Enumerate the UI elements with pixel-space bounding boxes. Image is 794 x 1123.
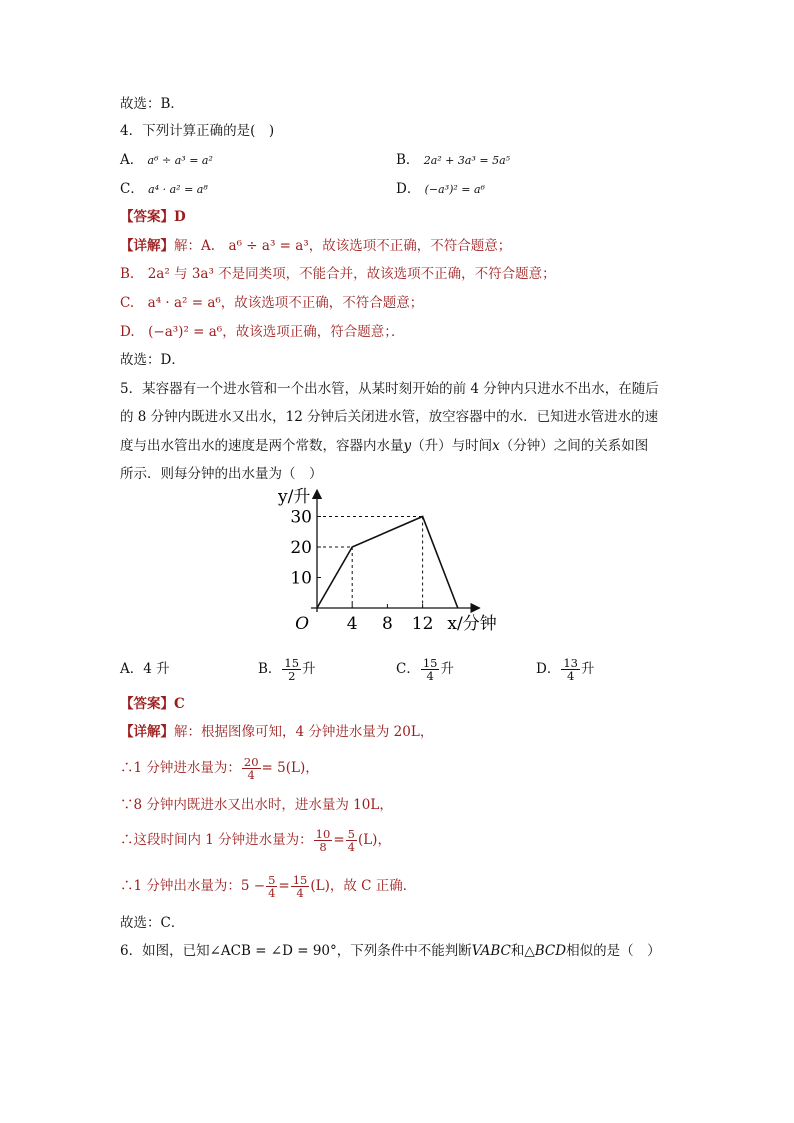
y-tick-label: 10 <box>290 568 312 589</box>
q4-a-expr: a⁶ ÷ a³ = a² <box>147 154 213 167</box>
x-tick-label: 12 <box>411 614 434 634</box>
q4-detail-1-text: 解：A. a⁶ ÷ a³ = a³，故该选项不正确，不符合题意； <box>174 238 512 254</box>
q5-var-y: y <box>403 438 412 454</box>
q5-d4-n1: 10 <box>315 827 331 841</box>
q5-stem-2: 的 8 分钟内既进水又出水，12 分钟后关闭进水管，放空容器中的水．已知进水管进水的速 <box>120 409 659 425</box>
q5-stem-3c: （分钟）之间的关系如图 <box>499 438 649 454</box>
x-tick-label: 8 <box>381 614 393 634</box>
q5-detail-3: ∵8 分钟内既进水又出水时，进水量为 10L， <box>120 797 393 813</box>
q5-graph <box>270 478 530 638</box>
origin-label: O <box>295 614 309 634</box>
q5-detail-1-text: 解：根据图像可知，4 分钟进水量为 20L， <box>174 724 434 740</box>
q5-d5-post: (L)，故 C 正确． <box>310 878 417 894</box>
q5-d5-frac2 <box>291 874 310 899</box>
prev-choose: 故选：B． <box>120 96 184 112</box>
q5-option-b <box>258 651 316 687</box>
q5-option-c <box>396 651 454 687</box>
q6-mid: 和 <box>510 943 525 959</box>
q5-detail-4: ∴这段时间内 1 分钟进水量为： $\frac{10}{8}$ = $\frac{5}{4}$ (L)， <box>120 827 391 854</box>
q5-stem-1: 5．某容器有一个进水管和一个出水管，从某时刻开始的前 4 分钟内只进水不出水，在随后 <box>120 381 659 397</box>
q6-stem <box>120 942 661 960</box>
q5-d4-pre: ∴这段时间内 1 分钟进水量为： <box>120 832 313 848</box>
q5-d2-den: 4 <box>247 768 255 782</box>
q6-tri2: △BCD <box>524 943 567 959</box>
q4-detail-tag: 【详解】 <box>120 238 174 254</box>
q5-d5-d2: 4 <box>296 886 304 900</box>
q4-c-expr: a⁴ · a² = a⁸ <box>148 183 208 196</box>
q5-d4-post: (L)， <box>357 832 391 848</box>
q5-b-den: 2 <box>288 669 296 683</box>
q5-d-den: 4 <box>566 669 575 683</box>
q5-d5-frac1 <box>266 874 277 899</box>
q5-d-num: 13 <box>563 656 578 670</box>
q5-d2-pre: ∴1 分钟进水量为： <box>120 760 241 776</box>
q4-stem: 4．下列计算正确的是( ) <box>120 123 275 139</box>
q4-detail-3: C. a⁴ · a² = a⁶，故该选项不正确，不符合题意； <box>120 295 424 311</box>
q5-detail-5: ∴1 分钟出水量为：5 − $\frac{5}{4}$ = $\frac{15}{4}$ (L)，故 C 正确． <box>120 873 417 900</box>
q4-d-expr: (−a³)² = a⁶ <box>424 183 485 196</box>
q5-c-unit: 升 <box>440 661 454 677</box>
q5-d5-n2: 15 <box>292 873 308 887</box>
q4-option-a <box>120 151 213 170</box>
q5-b-num: 15 <box>284 656 300 670</box>
q4-a-label: A． <box>120 152 144 168</box>
q5-d2-frac <box>242 756 261 781</box>
q4-option-b <box>396 151 510 170</box>
q5-d4-d1: 8 <box>319 840 327 854</box>
q4-detail-2: B. 2a² 与 3a³ 不是同类项，不能合并，故该选项不正确，不符合题意； <box>120 266 556 282</box>
q5-d-frac <box>561 657 580 682</box>
q5-detail-2 <box>120 750 319 786</box>
q5-stem-3 <box>120 437 648 455</box>
q5-b-label: B． <box>258 661 282 677</box>
q5-d4-frac1 <box>314 828 333 853</box>
q5-choose: 故选：C． <box>120 915 185 931</box>
x-tick-label: 4 <box>346 614 358 634</box>
q5-c-den: 4 <box>426 669 434 683</box>
y-tick-label: 20 <box>290 538 312 558</box>
q6-stem-pre: 6．如图，已知∠ACB = ∠D = 90°，下列条件中不能判断 <box>120 943 472 959</box>
y-tick-label: 30 <box>290 507 312 528</box>
q5-d5-pre: ∴1 分钟出水量为：5 − <box>120 878 266 894</box>
q5-detail-1 <box>120 723 433 741</box>
q4-detail-1 <box>120 237 511 255</box>
q6-stem-post: 相似的是（ ） <box>566 943 661 959</box>
y-axis-label: y/升 <box>278 487 311 507</box>
q5-c-num: 15 <box>422 656 438 670</box>
q4-option-c <box>120 180 208 199</box>
q5-d-label: D． <box>536 661 561 677</box>
q5-d4-d2: 4 <box>347 840 355 854</box>
q4-d-label: D． <box>396 181 421 197</box>
q5-b-frac <box>282 657 301 682</box>
q5-stem-4: 所示．则每分钟的出水量为（ ） <box>120 466 323 482</box>
q5-d2-post: = 5(L)， <box>261 760 319 776</box>
q4-b-expr: 2a² + 3a³ = 5a⁵ <box>423 154 511 167</box>
q5-c-label: C． <box>396 661 420 677</box>
q5-d5-d1: 4 <box>268 886 276 900</box>
q4-b-label: B． <box>396 152 420 168</box>
q5-answer: 【答案】C <box>120 696 185 712</box>
q5-option-d <box>536 651 594 687</box>
q5-d4-frac2 <box>346 828 357 853</box>
q5-d4-n2: 5 <box>347 827 355 841</box>
q5-b-unit: 升 <box>302 661 316 677</box>
q6-tri1: VABC <box>471 943 511 959</box>
q4-answer: 【答案】D <box>120 209 186 225</box>
q5-d5-n1: 5 <box>268 873 276 887</box>
q4-choose: 故选：D． <box>120 352 185 368</box>
q5-c-frac <box>421 657 440 682</box>
q4-c-label: C． <box>120 181 144 197</box>
q4-detail-4: D. (−a³)² = a⁶，故该选项正确，符合题意；． <box>120 324 405 340</box>
q5-option-a: A．4 升 <box>120 661 170 677</box>
data-line <box>317 517 458 609</box>
q5-stem-3b: （升）与时间 <box>411 438 493 454</box>
q5-stem-3a: 度与出水管出水的速度是两个常数，容器内水量 <box>120 438 404 454</box>
x-axis-label: x/分钟 <box>447 614 497 634</box>
q5-d2-num: 20 <box>243 755 259 769</box>
q5-detail-tag: 【详解】 <box>120 724 174 740</box>
q5-var-x: x <box>492 438 500 454</box>
q5-d-unit: 升 <box>580 661 595 677</box>
q4-option-d <box>396 180 485 199</box>
